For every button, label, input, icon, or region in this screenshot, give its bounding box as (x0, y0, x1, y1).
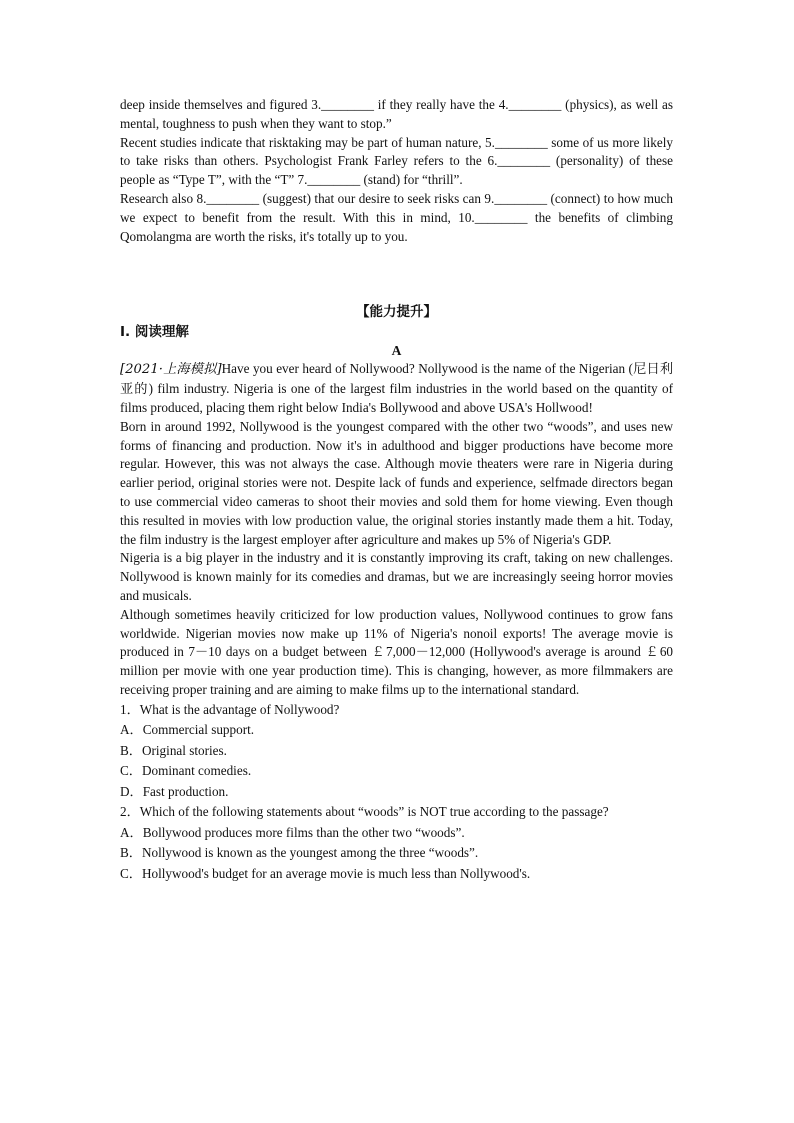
question-1-stem: 1．What is the advantage of Nollywood? (120, 701, 340, 717)
paragraph-fill-in-3: Research also 8.________ (suggest) that our desire to seek risks can 9.________ (connect) to how much we expect to benefit from the result. With this in mind, 10.________ the benefits of climbing Qomolangma are worth the risks, it's totally up to you. (120, 190, 673, 244)
passage-paragraph-3: Nigeria is a big player in the industry and it is constantly improving its craft, taking on new challenges. Nollywood is known mainly for its comedies and dramas, but we are increasingly seeing horror movies and musicals. (120, 550, 673, 603)
passage-paragraph-2: Born in around 1992, Nollywood is the youngest compared with the other two “woods”, and uses new forms of financing and production. Now it's in adulthood and bigger productions have become more regular. However, this was not always the case. Although movie theaters were rare in Nigeria during earlier period, original stories were not. Despite lack of funds and experience, selfmade directors began to use commercial video cameras to shoot their movies and sold them for home viewing. Even though this resulted in movies with low production value, the original stories instantly made them a hit. Today, the film industry is the largest employer after agriculture and makes up 5% of Nigeria's GDP. (120, 418, 673, 547)
question-2-option-a: A．Bollywood produces more films than the other two “woods”. (120, 824, 465, 840)
question-2-option-b: B．Nollywood is known as the youngest among the three “woods”. (120, 845, 479, 861)
question-2-option-c: C．Hollywood's budget for an average movie is much less than Nollywood's. (120, 865, 531, 881)
question-2-stem: 2．Which of the following statements about “woods” is NOT true according to the passage? (120, 804, 609, 820)
question-1-option-c: C．Dominant comedies. (120, 763, 252, 779)
section-subtitle: Ⅰ. 阅读理解 (120, 324, 189, 341)
section-title: 【能力提升】 (356, 304, 437, 321)
document-page (120, 96, 673, 884)
passage-paragraph-4: Although sometimes heavily criticized for low production values, Nollywood continues to grow fans worldwide. Nigerian movies now make up 11% of Nigeria's nonoil exports! The average movie is produced in 7－10 days on a budget between ￡7,000－12,000 (Hollywood's average is around ￡60 million per movie with one year production time). This is changing, however, as more filmmakers are receiving proper training and are aiming to make films up to the international standard. (120, 606, 673, 697)
question-1-option-d: D．Fast production. (120, 783, 229, 799)
passage-paragraph-1 (120, 360, 673, 417)
paragraph-fill-in-2: Recent studies indicate that risktaking may be part of human nature, 5.________ some of us more likely to take risks than others. Psychologist Frank Farley refers to the 6.________ (personality) of these people as “Type T”, with the “T” 7.________ (stand) for “thrill”. (120, 134, 673, 188)
question-1-option-a: A．Commercial support. (120, 722, 255, 738)
passage-letter: A (391, 343, 402, 359)
paragraph-fill-in-1: deep inside themselves and figured 3.________ if they really have the 4.________ (physics), as well as mental, toughness to push when they want to stop.” (120, 97, 673, 131)
passage-paragraph-1-text: Have you ever heard of Nollywood? Nollywood is the name of the Nigerian (尼日利亚的) film industry. Nigeria is one of the largest film industries in the world based on the quantity of films produced, placing them right below India's Bollywood and above USA's Hollwood! (120, 361, 674, 415)
passage-source: [2021·上海模拟] (120, 362, 222, 378)
question-1-option-b: B．Original stories. (120, 742, 227, 758)
